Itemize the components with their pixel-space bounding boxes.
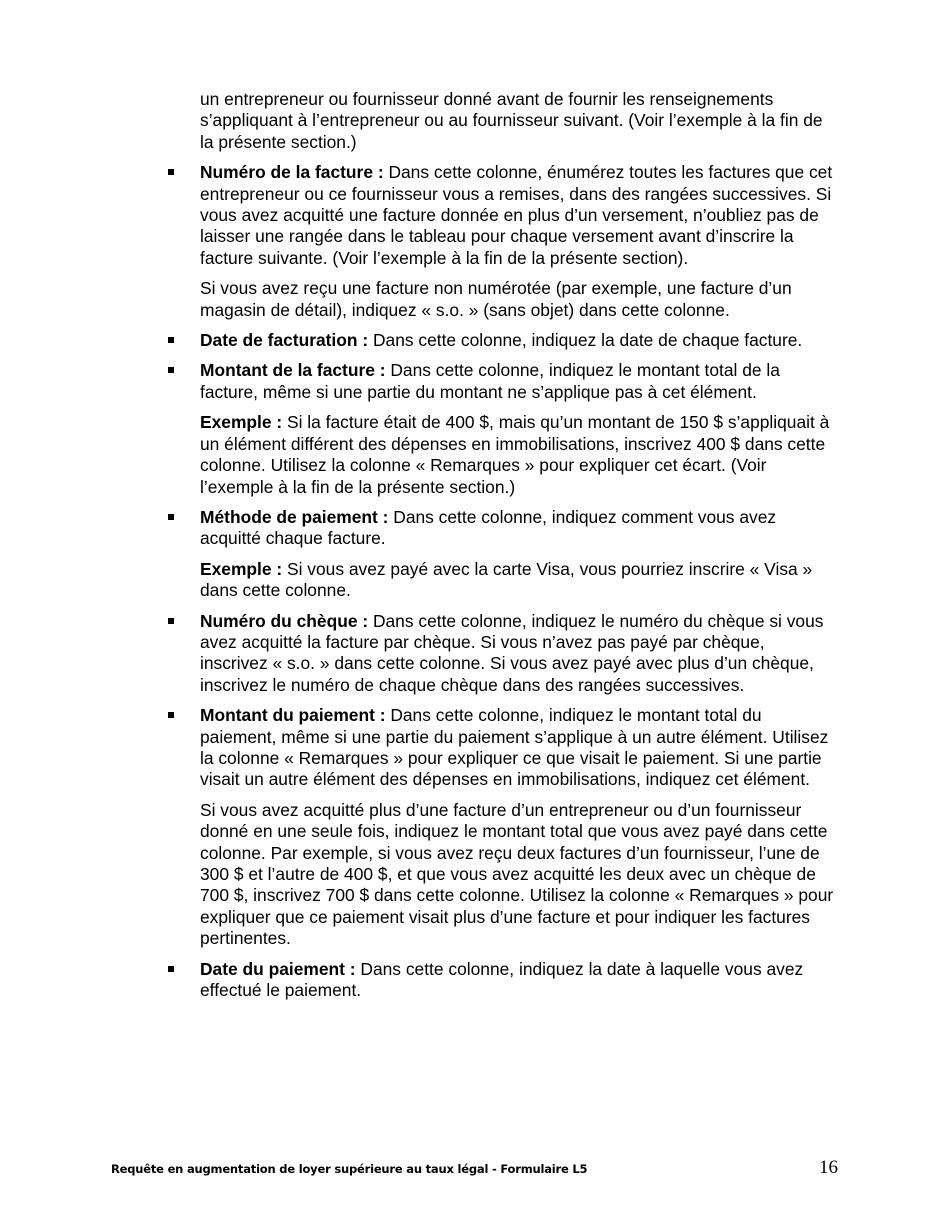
- list-item-invoice-amount: [200, 360, 836, 497]
- square-bullet-icon: [168, 169, 174, 175]
- term-description: Dans cette colonne, indiquez le montant total du paiement, même si une partie du paiement s’applique à un autre élément. Utilisez la colonne « Remarques » pour expliquer ce que visait le paiement. Si une partie visait un autre élément des dépenses en immobilisations, indiquez cet élément.: [200, 705, 829, 790]
- term-description: Dans cette colonne, indiquez la date de chaque facture.: [368, 330, 803, 351]
- page-body: [200, 89, 836, 1010]
- page-number: 16: [819, 1157, 838, 1178]
- square-bullet-icon: [168, 367, 174, 373]
- item-note: Si vous avez acquitté plus d’une facture d’un entrepreneur ou d’un fournisseur donné en une seule fois, indiquez le montant total que vous avez payé dans cette colonne. Par exemple, si vous avez reçu deux factures d’un fournisseur, l’une de 300 $ et l’autre de 400 $, et que vous avez acquitté les deux avec un chèque de 700 $, inscrivez 700 $ dans cette colonne. Utilisez la colonne « Remarques » pour expliquer que ce paiement visait plus d’une facture et pour indiquer les factures pertinentes.: [200, 799, 834, 949]
- term-description: Dans cette colonne, indiquez la date à laquelle vous avez effectué le paiement.: [200, 958, 804, 1001]
- example-text: Si la facture était de 400 $, mais qu’un montant de 150 $ s’appliquait à un élément différent des dépenses en immobilisations, inscrivez 400 $ dans cette colonne. Utilisez la colonne « Remarques » pour expliquer cet écart. (Voir l’exemple à la fin de la présente section.): [200, 412, 830, 497]
- example-label: Exemple :: [200, 412, 283, 433]
- square-bullet-icon: [168, 966, 174, 972]
- term-label: Numéro du chèque :: [200, 610, 369, 631]
- list-item-payment-date: [200, 959, 836, 1002]
- list-item-invoice-date: [200, 330, 836, 351]
- list-item-payment-method: [200, 507, 836, 602]
- list-item-invoice-number: [200, 162, 836, 321]
- term-label: Date de facturation :: [200, 330, 369, 351]
- list-item-payment-amount: [200, 705, 836, 949]
- term-description: Dans cette colonne, indiquez le montant total de la facture, même si une partie du montant ne s’applique pas à cet élément.: [200, 360, 780, 402]
- square-bullet-icon: [168, 337, 174, 343]
- term-description: Dans cette colonne, indiquez comment vous avez acquitté chaque facture.: [200, 506, 777, 549]
- term-description: Dans cette colonne, énumérez toutes les factures que cet entrepreneur ou ce fournisseur vous a remises, dans des rangées successives. Si vous avez acquitté une facture donnée en plus d’un versement, n’oubliez pas de laisser une rangée dans le tableau pour chaque versement avant d’inscrire la facture suivante. (Voir l’exemple à la fin de la présente section).: [200, 162, 833, 268]
- square-bullet-icon: [168, 514, 174, 520]
- example-label: Exemple :: [200, 558, 283, 579]
- example-text: Si vous avez payé avec la carte Visa, vous pourriez inscrire « Visa » dans cette colonne.: [200, 558, 813, 601]
- intro-paragraph: un entrepreneur ou fournisseur donné avant de fournir les renseignements s’appliquant à l’entrepreneur ou au fournisseur suivant. (Voir l’exemple à la fin de la présente section.): [200, 89, 823, 152]
- term-label: Montant du paiement :: [200, 705, 386, 726]
- term-label: Date du paiement :: [200, 958, 356, 979]
- square-bullet-icon: [168, 618, 174, 624]
- square-bullet-icon: [168, 712, 174, 718]
- list-item-cheque-number: [200, 611, 836, 697]
- term-label: Numéro de la facture :: [200, 162, 384, 183]
- term-label: Montant de la facture :: [200, 360, 386, 381]
- item-note: Si vous avez reçu une facture non numérotée (par exemple, une facture d’un magasin de détail), indiquez « s.o. » (sans objet) dans cette colonne.: [200, 278, 792, 320]
- term-description: Dans cette colonne, indiquez le numéro du chèque si vous avez acquitté la facture par chèque. Si vous n’avez pas payé par chèque, inscrivez « s.o. » dans cette colonne. Si vous avez payé avec plus d’un chèque, inscrivez le numéro de chaque chèque dans des rangées successives.: [200, 610, 824, 695]
- footer-title: Requête en augmentation de loyer supérieure au taux légal - Formulaire L5: [111, 1162, 588, 1176]
- term-label: Méthode de paiement :: [200, 506, 389, 527]
